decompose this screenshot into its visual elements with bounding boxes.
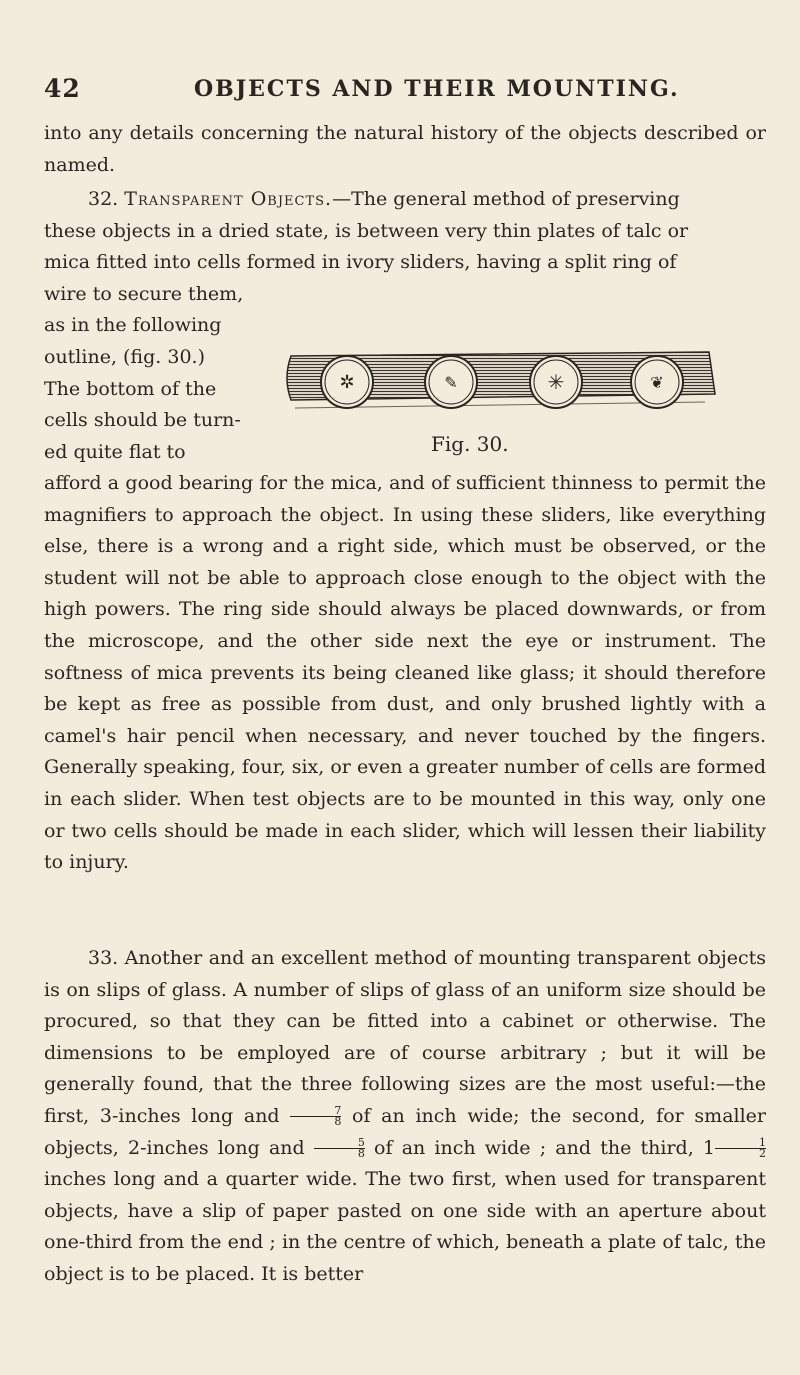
section-32-continuation	[44, 468, 766, 879]
slider-cell-2	[425, 356, 477, 408]
intro-text: into any details concerning the natural history of the objects described or named.	[44, 122, 766, 176]
running-head: OBJECTS AND THEIR MOUNTING.	[194, 76, 680, 102]
slider-cell-4	[631, 356, 683, 408]
section-32-line-6: outline, (fig. 30.)	[44, 345, 205, 368]
fraction-one-half: $\frac{1}{2}$	[715, 1138, 766, 1159]
section-32-line-8: cells should be turn-	[44, 409, 241, 432]
page-number: 42	[44, 74, 81, 103]
svg-text:✲: ✲	[339, 372, 355, 393]
section-33-text-3: of an inch wide ; and the third, 1	[374, 1136, 715, 1159]
slider-cell-3	[530, 356, 582, 408]
section-32-first-line	[44, 184, 766, 216]
fraction-seven-eighths: $\frac{7}{8}$	[290, 1106, 341, 1127]
section-32-line-5: as in the following	[44, 314, 222, 337]
slider-cell-1	[321, 356, 373, 408]
section-33-text-2: of an inch wide; the second, for smaller objects, 2-inches long and	[44, 1104, 767, 1159]
section-32-body: afford a good bearing for the mica, and of sufficient thinness to permit the magnifiers to approach the object. In using these sliders, like everything else, there is a wrong and a right side, which must be observed, or the student will not be able to approach close enough to the object with the high powers. The ring side should always be placed downwards, or from the microscope, and the other side next the eye or instrument. The softness of mica prevents its being cleaned like glass; it should therefore be kept as free as possible from dust, and only brushed lightly with a camel's hair pencil when necessary, and never touched by the fingers. Generally speaking, four, six, or even a greater number of cells are formed in each slider. When test objects are to be mounted in this way, only one or two cells should be made in each slider, which will lessen their liability to injury.	[44, 472, 766, 874]
section-32-number: 32.	[88, 188, 119, 210]
svg-text:✳: ✳	[547, 370, 565, 394]
svg-text:✎: ✎	[444, 373, 458, 392]
page-header	[44, 74, 764, 110]
section-32-line-7: The bottom of the	[44, 377, 217, 400]
section-33-text-4: inches long and a quarter wide. The two first, when used for transparent objects, have a slip of paper pasted on one side with an aperture about one-third from the end ; in the centre of which, beneath a plate of talc, the object is to be placed. It is better	[44, 1168, 766, 1285]
section-32-line-4: wire to secure them,	[44, 282, 244, 305]
section-32-line-1: —The general method of preserving	[332, 188, 680, 210]
section-32-heading: Transparent Objects.	[124, 188, 333, 210]
intro-paragraph	[44, 118, 766, 181]
figure-caption: Fig. 30.	[431, 432, 509, 456]
section-33-text-1: 33. Another and an excellent method of mounting transparent objects is on slips of glass. A number of slips of glass of an uniform size should be procured, so that they can be fitted into a cabinet or otherwise. The dimensions to be employed are of course arbitrary ; but it will be generally found, that the three following sizes are the most useful:—the first, 3-inches long and	[44, 947, 766, 1127]
section-33-paragraph	[44, 943, 766, 1291]
fraction-five-eighths: $\frac{5}{8}$	[314, 1138, 365, 1159]
section-32-line-2: these objects in a dried state, is between very thin plates of talc or	[44, 219, 689, 242]
section-32-line-9: ed quite flat to	[44, 440, 186, 463]
section-33-body	[44, 943, 766, 1291]
ivory-slider-illustration	[275, 342, 725, 432]
figure-30	[275, 342, 725, 462]
svg-text:❦: ❦	[650, 373, 664, 392]
section-32-line-3: mica fitted into cells formed in ivory sliders, having a split ring of	[44, 251, 677, 274]
